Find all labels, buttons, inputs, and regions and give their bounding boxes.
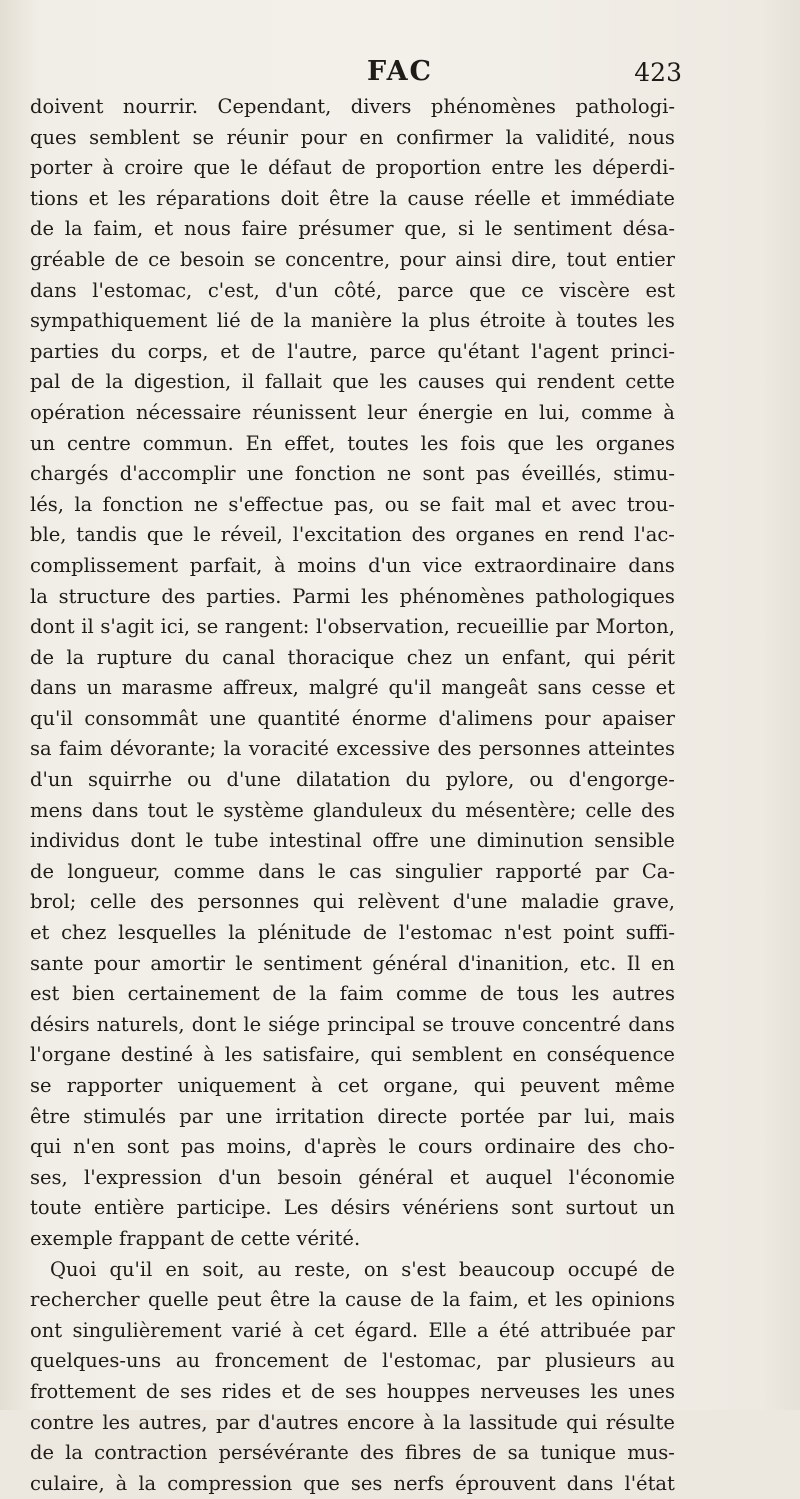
text-line: et chez lesquelles la plénitude de l'estomac n'est point suffi-	[30, 921, 675, 945]
text-line: qu'il consommât une quantité énorme d'alimens pour apaiser	[30, 706, 675, 730]
text-line: de la contraction persévérante des fibres de sa tunique mus-	[30, 1441, 675, 1465]
text-line: tions et les réparations doit être la cause réelle et immédiate	[30, 186, 675, 210]
text-line: culaire, à la compression que ses nerfs éprouvent dans l'état	[30, 1471, 675, 1495]
text-line: sante pour amortir le sentiment général d'inanition, etc. Il en	[30, 951, 675, 975]
text-line: brol; celle des personnes qui relèvent d'une maladie grave,	[30, 890, 675, 914]
text-line: lés, la fonction ne s'effectue pas, ou se fait mal et avec trou-	[30, 492, 675, 516]
running-head: FAC	[366, 56, 434, 87]
page-header	[0, 56, 800, 90]
text-line: dans l'estomac, c'est, d'un côté, parce que ce viscère est	[30, 278, 675, 302]
text-line: ses, l'expression d'un besoin général et auquel l'économie	[30, 1165, 675, 1189]
text-line: exemple frappant de cette vérité.	[30, 1226, 361, 1250]
body-text	[30, 92, 675, 1499]
text-line: Quoi qu'il en soit, au reste, on s'est beaucoup occupé de	[50, 1257, 675, 1281]
text-line: porter à croire que le défaut de proportion entre les déperdi-	[30, 156, 675, 180]
text-line: complissement parfait, à moins d'un vice extraordinaire dans	[30, 553, 675, 577]
text-line: désirs naturels, dont le siége principal se trouve concentré dans	[30, 1012, 675, 1036]
text-line: opération nécessaire réunissent leur énergie en lui, comme à	[30, 400, 675, 424]
text-line: pal de la digestion, il fallait que les causes qui rendent cette	[30, 370, 675, 394]
text-line: rechercher quelle peut être la cause de la faim, et les opinions	[30, 1288, 675, 1312]
text-line: mens dans tout le système glanduleux du mésentère; celle des	[30, 798, 675, 822]
text-line: frottement de ses rides et de ses houppes nerveuses les unes	[30, 1379, 675, 1403]
text-line: doivent nourrir. Cependant, divers phénomènes pathologi-	[30, 95, 675, 118]
text-line: toute entière participe. Les désirs vénériens sont surtout un	[30, 1196, 675, 1220]
text-line: gréable de ce besoin se concentre, pour ainsi dire, tout entier	[30, 247, 675, 271]
text-line: ques semblent se réunir pour en confirmer la validité, nous	[30, 125, 675, 149]
text-line: dans un marasme affreux, malgré qu'il mangeât sans cesse et	[30, 676, 675, 700]
page-number: 423	[634, 58, 682, 87]
text-line: dont il s'agit ici, se rangent: l'observation, recueillie par Morton,	[30, 615, 675, 639]
text-line: individus dont le tube intestinal offre une diminution sensible	[30, 829, 675, 853]
text-line: chargés d'accomplir une fonction ne sont pas éveillés, stimu-	[30, 462, 675, 486]
text-line: sympathiquement lié de la manière la plus étroite à toutes les	[30, 309, 675, 333]
text-line: de la faim, et nous faire présumer que, si le sentiment désa-	[30, 217, 675, 241]
text-line: se rapporter uniquement à cet organe, qui peuvent même	[30, 1074, 675, 1097]
text-line: quelques-uns au froncement de l'estomac, par plusieurs au	[30, 1349, 675, 1373]
text-line: de longueur, comme dans le cas singulier rapporté par Ca-	[30, 859, 675, 883]
text-line: ont singulièrement varié à cet égard. Elle a été attribuée par	[30, 1318, 675, 1342]
text-line: l'organe destiné à les satisfaire, qui semblent en conséquence	[30, 1043, 675, 1067]
text-line: ble, tandis que le réveil, l'excitation des organes en rend l'ac-	[30, 523, 675, 547]
text-line: de la rupture du canal thoracique chez un enfant, qui périt	[30, 645, 675, 669]
text-line: la structure des parties. Parmi les phénomènes pathologiques	[30, 584, 675, 608]
text-line: parties du corps, et de l'autre, parce qu'étant l'agent princi-	[30, 339, 675, 363]
text-line: un centre commun. En effet, toutes les fois que les organes	[30, 431, 675, 455]
text-line: est bien certainement de la faim comme de tous les autres	[30, 982, 675, 1006]
text-line: contre les autres, par d'autres encore à la lassitude qui résulte	[30, 1410, 675, 1434]
text-line: sa faim dévorante; la voracité excessive des personnes atteintes	[30, 737, 675, 761]
text-line: qui n'en sont pas moins, d'après le cours ordinaire des cho-	[30, 1135, 675, 1159]
text-line: être stimulés par une irritation directe portée par lui, mais	[30, 1104, 675, 1128]
text-line: d'un squirrhe ou d'une dilatation du pylore, ou d'engorge-	[30, 768, 675, 792]
